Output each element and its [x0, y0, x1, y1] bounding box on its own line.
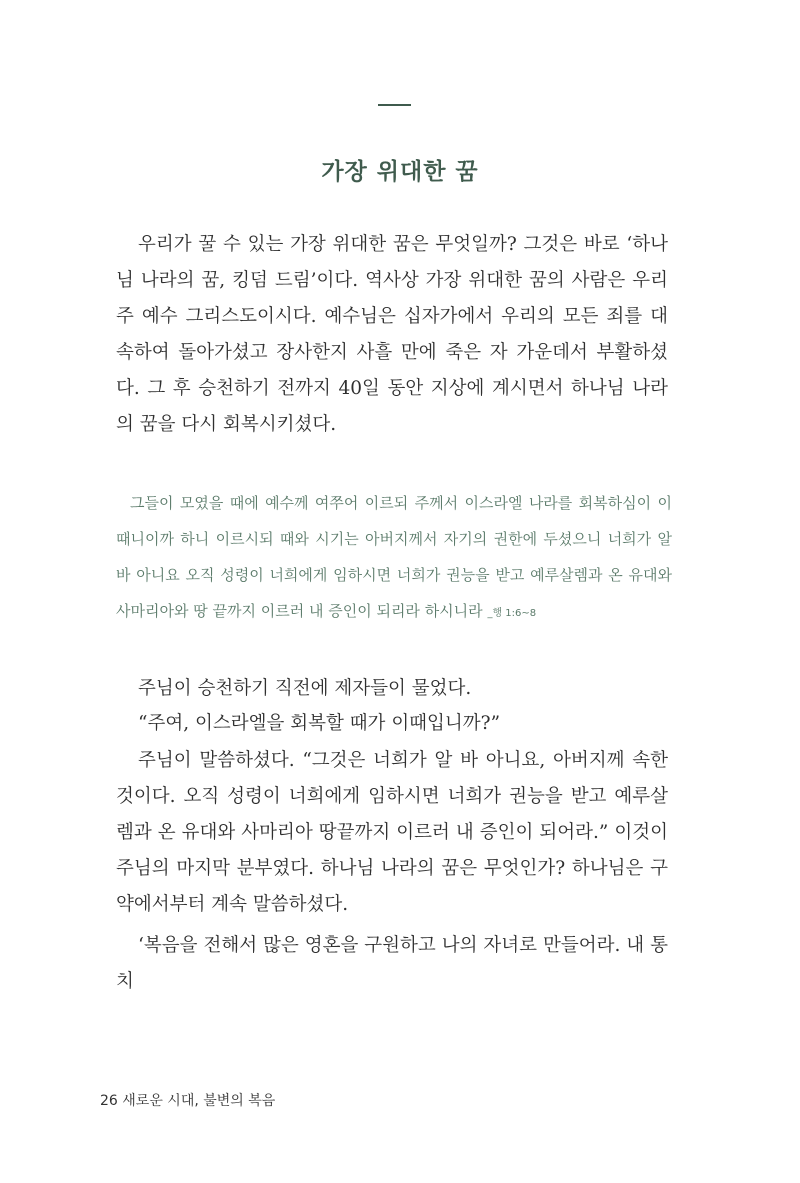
- section-divider: [378, 104, 411, 106]
- body-paragraph: 주님이 승천하기 직전에 제자들이 물었다.: [138, 678, 472, 699]
- book-title: 새로운 시대, 불변의 복음: [122, 1093, 276, 1109]
- chapter-title: 가장 위대한 꿈: [321, 159, 479, 185]
- page-number: 26: [100, 1093, 118, 1109]
- body-paragraph: ‘복음을 전해서 많은 영혼을 구원하고 나의 자녀로 만들어라. 내 통치: [116, 935, 668, 992]
- scripture-reference: _행 1:6~8: [487, 608, 537, 619]
- scripture-quote-text: 그들이 모였을 때에 예수께 여쭈어 이르되 주께서 이스라엘 나라를 회복하심이 이 때니이까 하니 이르시되 때와 시기는 아버지께서 자기의 권한에 두셨으니 너희가 알 바 아니요 오직 성령이 너희에게 임하시면 너희가 권능을 받고 예루살렘과 온 유대와 사마리아와 땅 끝까지 이르러 내 증인이 되리라 하시니라: [116, 494, 672, 620]
- body-paragraph: 우리가 꿀 수 있는 가장 위대한 꿈은 무엇일까? 그것은 바로 ‘하나님 나라의 꿈, 킹덤 드림’이다. 역사상 가장 위대한 꿈의 사람은 우리 주 예수 그리스도이시다. 예수님은 십자가에서 우리의 모든 죄를 대속하여 돌아가셨고 장사한지 사흘 만에 죽은 자 가운데서 부활하셨다. 그 후 승천하기 전까지 40일 동안 지상에 계시면서 하나님 나라의 꿈을 다시 회복시키셨다.: [116, 234, 668, 435]
- body-paragraph: “주여, 이스라엘을 회복할 때가 이때입니까?”: [138, 713, 501, 734]
- body-paragraph: 주님이 말씀하셨다. “그것은 너희가 알 바 아니요, 아버지께 속한 것이다. 오직 성령이 너희에게 임하시면 너희가 권능을 받고 예루살렘과 온 유대와 사마리아 땅끝까지 이르러 내 증인이 되어라.” 이것이 주님의 마지막 분부였다. 하나님 나라의 꿈은 무엇인가? 하나님은 구약에서부터 계속 말씀하셨다.: [116, 750, 668, 915]
- page-footer: [100, 1090, 275, 1110]
- scripture-quote: [116, 485, 672, 632]
